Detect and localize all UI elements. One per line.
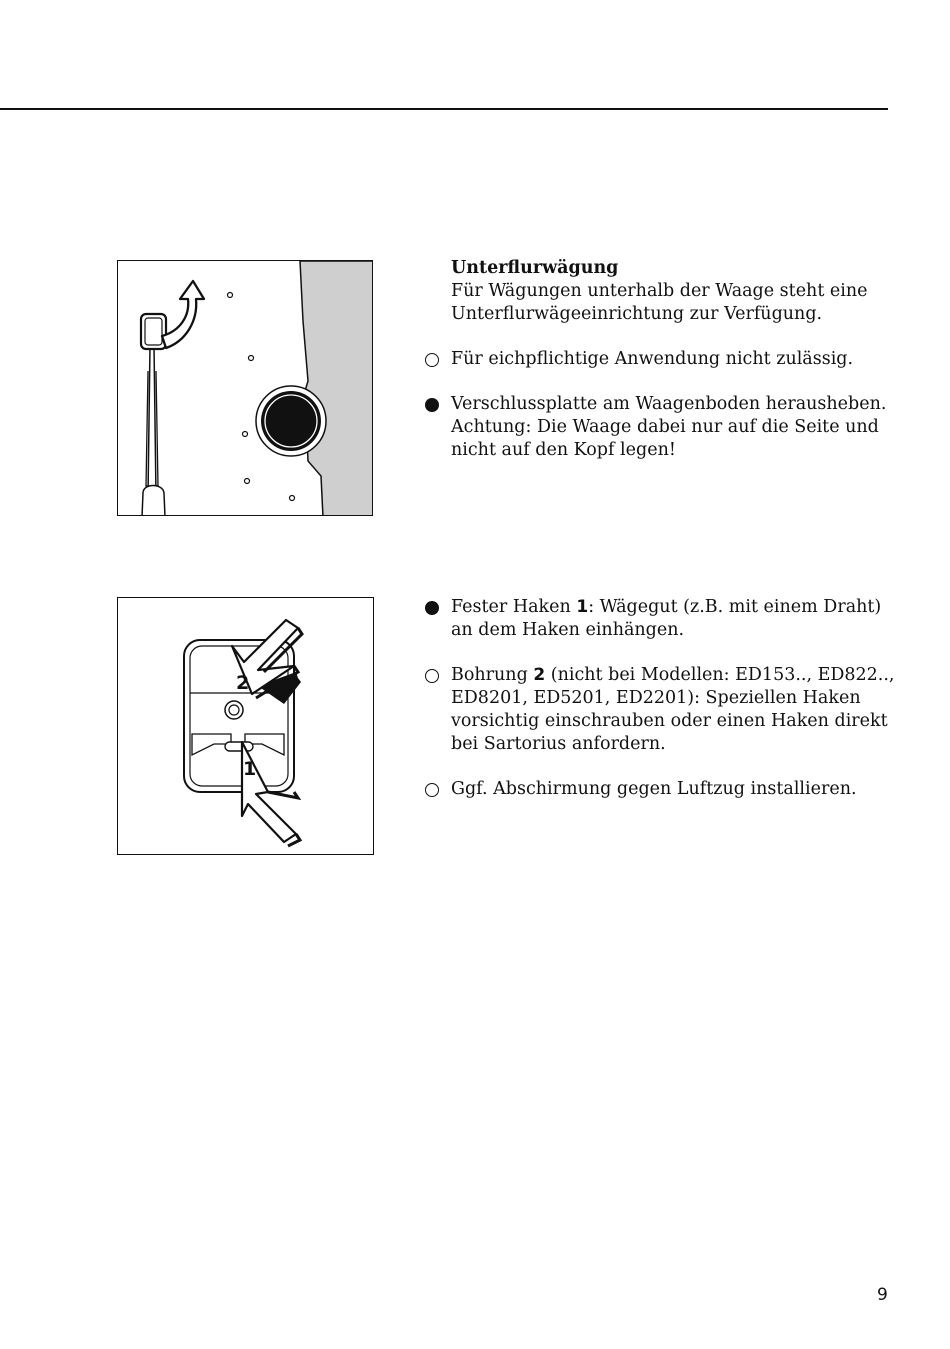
item-text: Verschlussplatte am Waagenboden herausheben. Achtung: Die Waage dabei nur auf die Seite und nicht auf den Kopf legen! <box>451 394 887 460</box>
list-item: Fester Haken 1: Wägegut (z.B. mit einem Draht) an dem Haken einhängen. <box>425 596 895 642</box>
item-text: Ggf. Abschirmung gegen Luftzug installieren. <box>451 779 857 799</box>
filled-circle-icon <box>425 398 439 412</box>
intro-text: Für Wägungen unterhalb der Waage steht eine Unterflurwägeeinrichtung zur Verfügung. <box>451 281 868 324</box>
item-text: Für eichpflichtige Anwendung nicht zulässig. <box>451 349 854 369</box>
section-underfloor-weighing <box>425 257 895 462</box>
label-hook-1: 1 <box>243 758 257 780</box>
page-number: 9 <box>877 1285 888 1305</box>
section-hook <box>425 596 895 801</box>
section-intro <box>425 257 895 326</box>
figure-hook-and-bore <box>117 597 374 855</box>
list-item <box>425 778 895 801</box>
list-item <box>425 393 895 462</box>
figure-cover-plate-removal <box>117 260 373 516</box>
open-circle-icon <box>425 783 439 797</box>
bore-number: 2 <box>533 665 546 685</box>
header-rule <box>0 108 888 110</box>
hook-number: 1 <box>576 597 589 617</box>
filled-circle-icon <box>425 601 439 615</box>
open-circle-icon <box>425 669 439 683</box>
list-item: Bohrung 2 (nicht bei Modellen: ED153.., ED822.., ED8201, ED5201, ED2201): Speziellen Haken vorsichtig einschrauben oder einen Haken direkt bei Sartorius anfordern. <box>425 664 895 756</box>
open-circle-icon <box>425 353 439 367</box>
list-item <box>425 348 895 371</box>
section-heading: Unterflurwägung <box>451 258 619 278</box>
label-bore-2: 2 <box>236 672 250 694</box>
